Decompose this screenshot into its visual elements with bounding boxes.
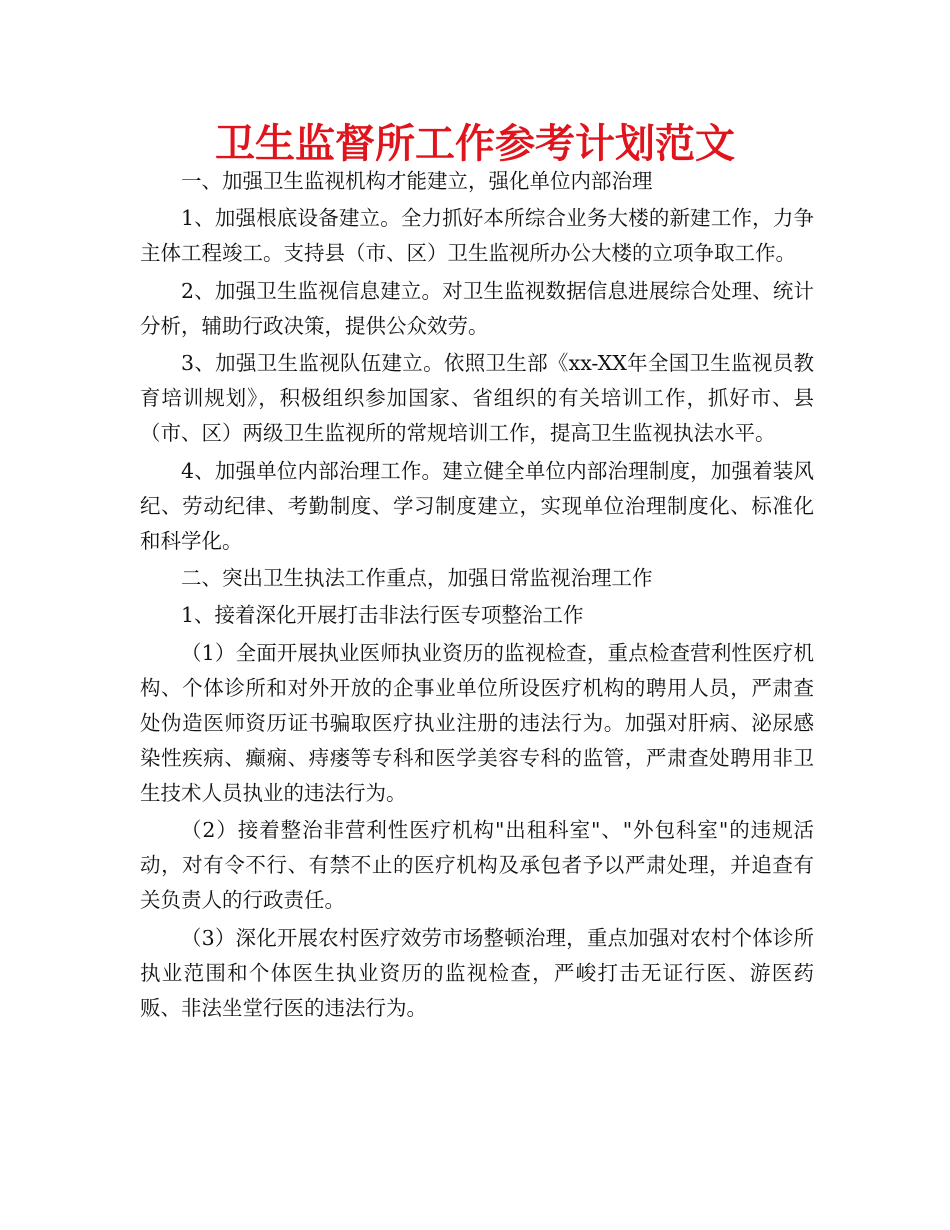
section-heading-1: 一、加强卫生监视机构才能建立，强化单位内部治理	[181, 169, 653, 193]
paragraph: 4、加强单位内部治理工作。建立健全单位内部治理制度，加强着装风纪、劳动纪律、考勤制度、学习制度建立，实现单位治理制度化、标准化和科学化。	[140, 458, 814, 553]
paragraph: （1）全面开展执业医师执业资历的监视检查，重点检查营利性医疗机构、个体诊所和对外开放的企事业单位所设医疗机构的聘用人员，严肃查处伪造医师资历证书骗取医疗执业注册的违法行为。加强对肝病、泌尿感染性疾病、癫痫、痔瘘等专科和医学美容专科的监管，严肃查处聘用非卫生技术人员执业的违法行为。	[140, 640, 814, 805]
document-title: 卫生监督所工作参考计划范文	[215, 121, 735, 167]
document-body	[140, 164, 814, 1028]
paragraph: 2、加强卫生监视信息建立。对卫生监视数据信息进展综合处理、统计分析，辅助行政决策，提供公众效劳。	[140, 278, 814, 338]
section-heading-2: 二、突出卫生执法工作重点，加强日常监视治理工作	[181, 565, 653, 590]
paragraph: （2）接着整治非营利性医疗机构"出租科室"、"外包科室"的违规活动，对有令不行、有禁不止的医疗机构及承包者予以严肃处理，并追查有关负责人的行政责任。	[140, 818, 814, 913]
paragraph: 1、加强根底设备建立。全力抓好本所综合业务大楼的新建工作，力争主体工程竣工。支持县（市、区）卫生监视所办公大楼的立项争取工作。	[140, 206, 814, 266]
paragraph: 3、加强卫生监视队伍建立。依照卫生部《xx-XX年全国卫生监视员教育培训规划》，积极组织参加国家、省组织的有关培训工作，抓好市、县（市、区）两级卫生监视所的常规培训工作，提高卫生监视执法水平。	[140, 351, 814, 446]
paragraph: （3）深化开展农村医疗效劳市场整顿治理，重点加强对农村个体诊所执业范围和个体医生执业资历的监视检查，严峻打击无证行医、游医药贩、非法坐堂行医的违法行为。	[140, 925, 814, 1020]
subsection-heading: 1、接着深化开展打击非法行医专项整治工作	[181, 603, 584, 628]
